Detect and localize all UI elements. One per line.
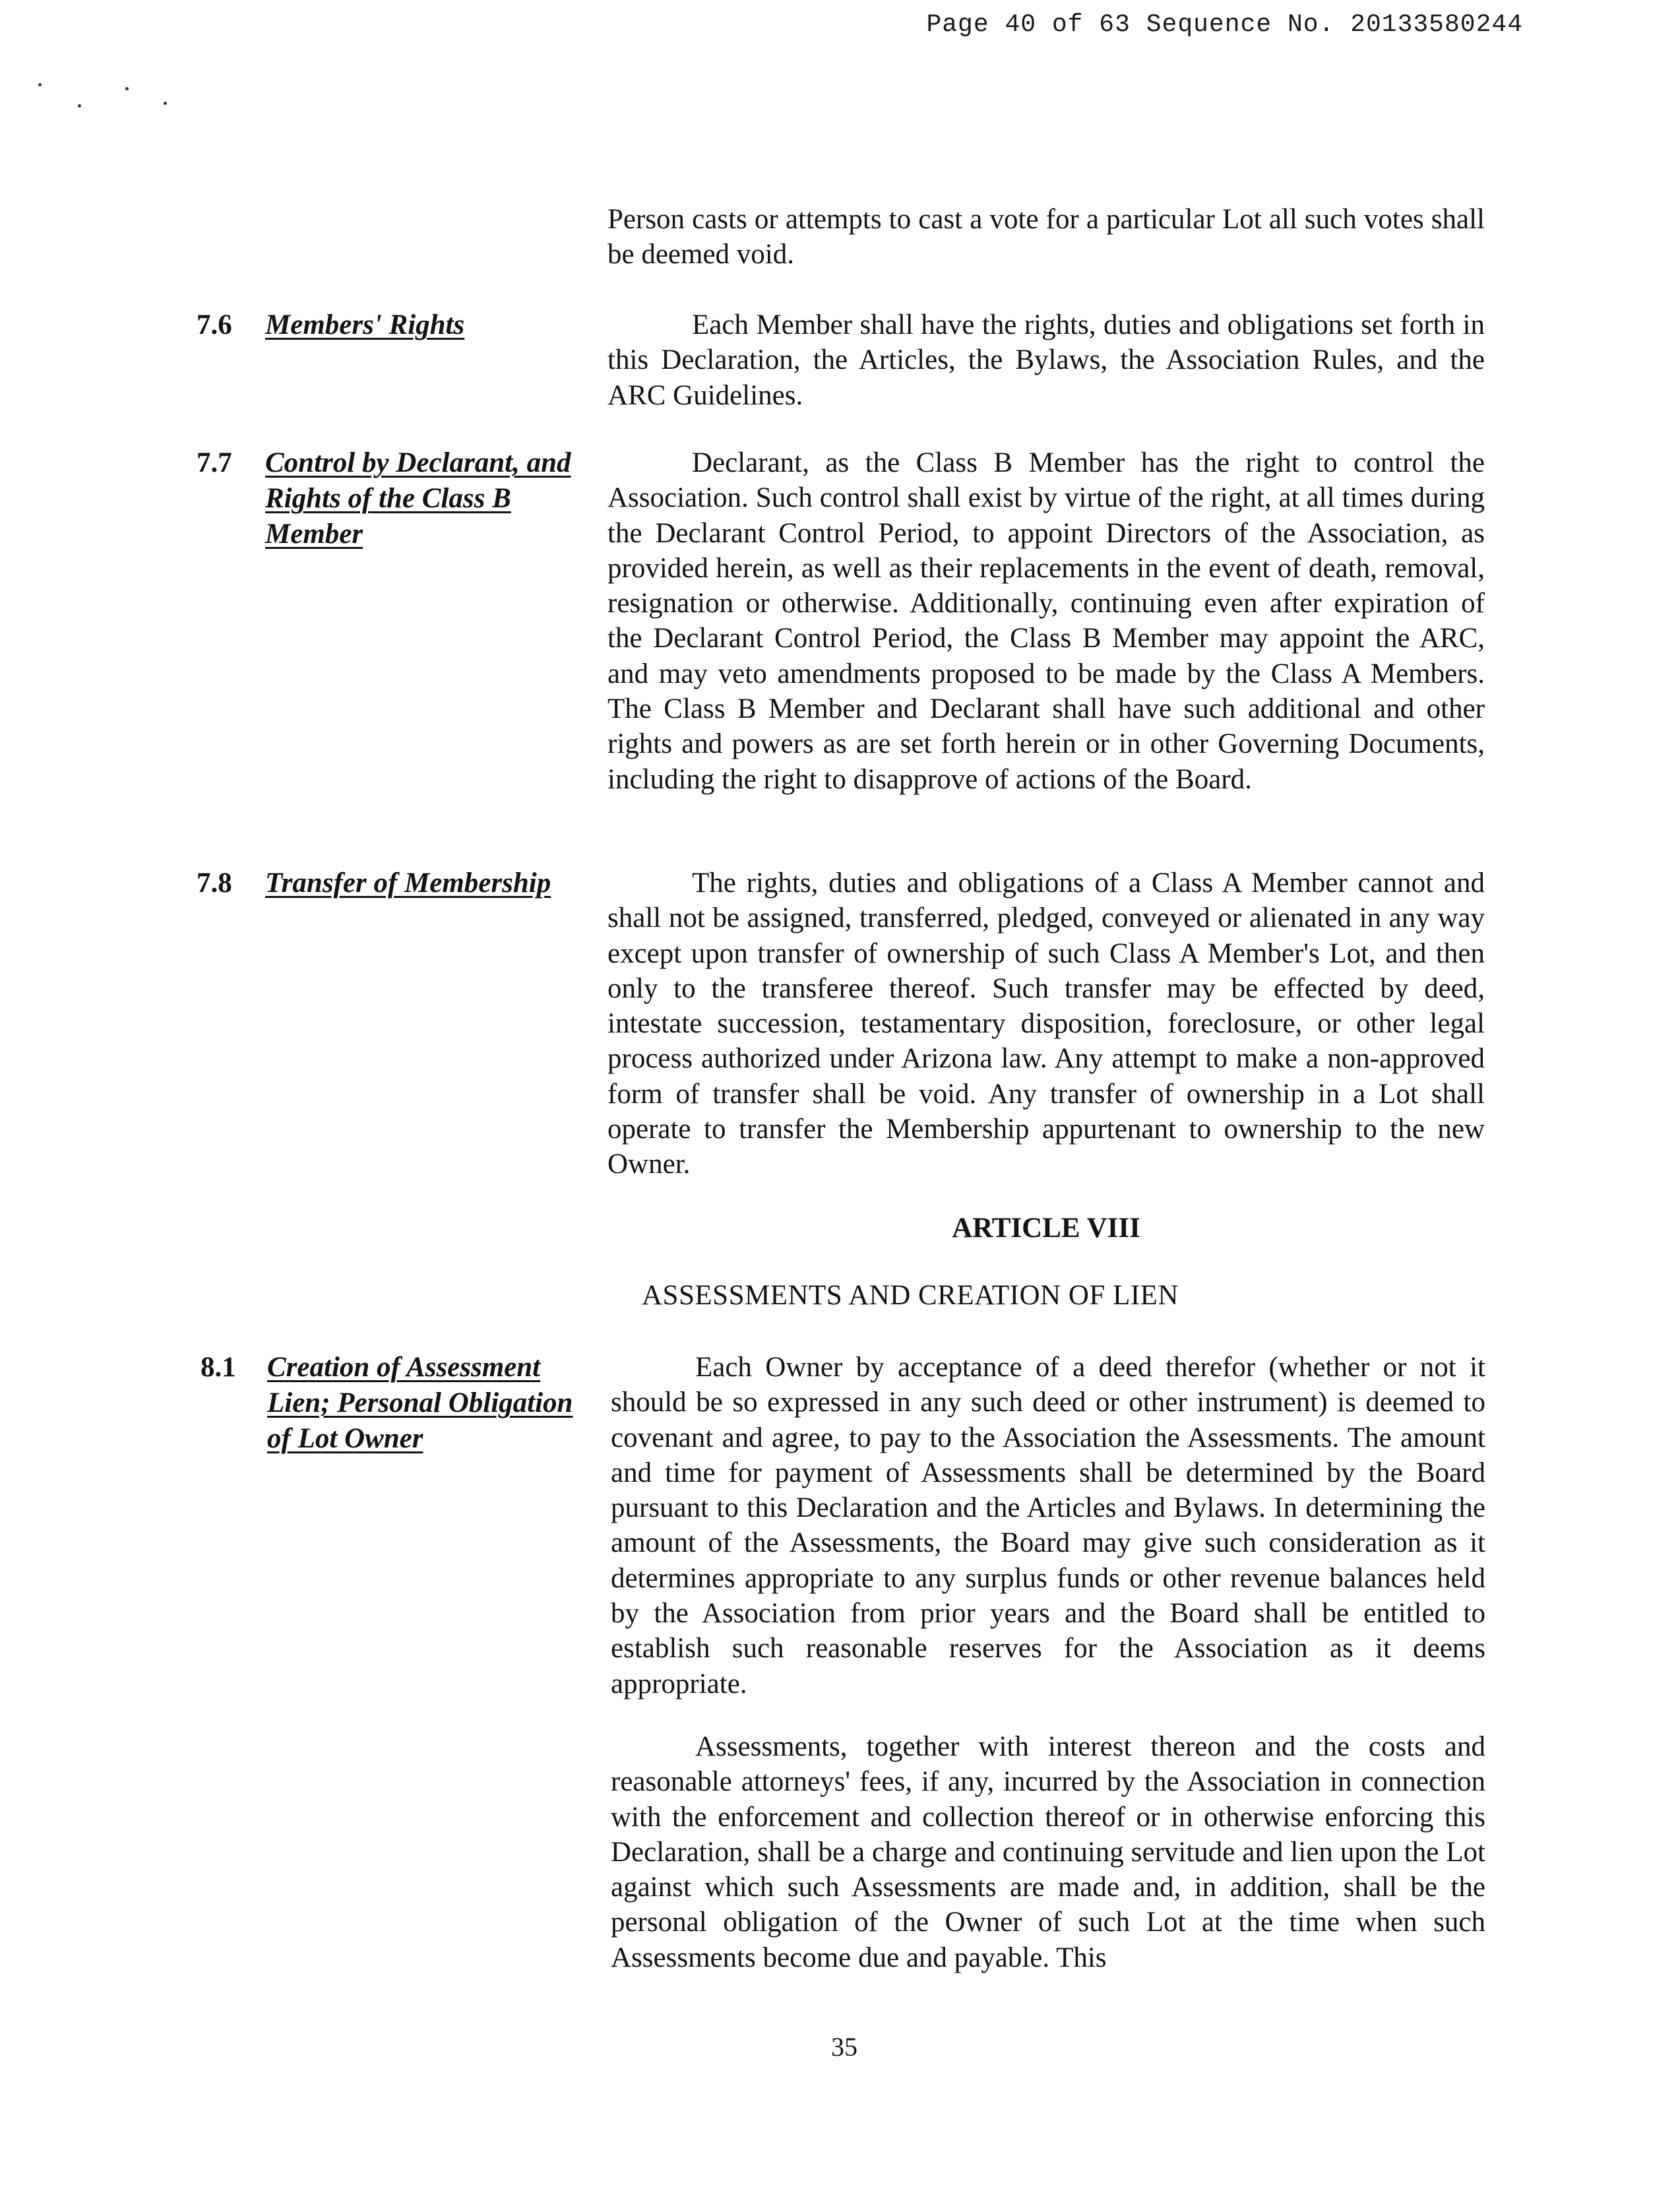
section-title: Creation of Assessment Lien; Personal Obligation of Lot Owner xyxy=(267,1352,573,1454)
article-subheading: ASSESSMENTS AND CREATION OF LIEN xyxy=(642,1280,1179,1311)
scan-specks xyxy=(32,79,183,119)
scan-speck xyxy=(164,102,167,105)
section-number: 7.7 xyxy=(197,447,232,478)
section-paragraph: Declarant, as the Class B Member has the right to control the Association. Such control shall exist by virtue of the right, at all times during the Declarant Control Period, to appoint Directors of the Association, as provided herein, as well as their replacements in the event of death, removal, resignation or otherwise. Additionally, continuing even after expiration of the Declarant Control Period, the Class B Member may appoint the ARC, and may veto amendments proposed to be made by the Class A Members. The Class B Member and Declarant shall have such additional and other rights and powers as are set forth herein or in other Governing Documents, including the right to disapprove of actions of the Board. xyxy=(607,447,1485,795)
section-title: Control by Declarant, and Rights of the Class B Member xyxy=(265,447,571,550)
scan-speck xyxy=(78,104,81,108)
section-number: 7.6 xyxy=(197,309,232,340)
section-paragraph: Assessments, together with interest thereon and the costs and reasonable attorneys' fees, if any, incurred by the Association in connection with the enforcement and collection thereof or in otherwise enforcing this Declaration, shall be a charge and continuing servitude and lien upon the Lot against which such Assessments are made and, in addition, shall be the personal obligation of the Owner of such Lot at the time when such Assessments become due and payable. This xyxy=(611,1731,1485,1973)
section-number: 8.1 xyxy=(201,1352,236,1383)
scan-speck xyxy=(38,83,42,86)
continuation-paragraph: Person casts or attempts to cast a vote for a particular Lot all such votes shall be deemed void. xyxy=(607,204,1485,270)
section-title: Transfer of Membership xyxy=(265,868,551,899)
article-heading: ARTICLE VIII xyxy=(952,1213,1140,1244)
page-sequence-header: Page 40 of 63 Sequence No. 20133580244 xyxy=(926,11,1523,39)
page-number: 35 xyxy=(831,2032,857,2062)
scan-speck xyxy=(125,87,129,90)
section-paragraph: Each Owner by acceptance of a deed therefor (whether or not it should be so expressed in any such deed or other instrument) is deemed to covenant and agree, to pay to the Association the Assessments. The amount and time for payment of Assessments shall be determined by the Board pursuant to this Declaration and the Articles and Bylaws. In determining the amount of the Assessments, the Board may give such consideration as it determines appropriate to any surplus funds or other revenue balances held by the Association from prior years and the Board shall be entitled to establish such reasonable reserves for the Association as it deems appropriate. xyxy=(611,1352,1485,1699)
section-title: Members' Rights xyxy=(265,309,465,340)
section-paragraph: The rights, duties and obligations of a Class A Member cannot and shall not be assigned, transferred, pledged, conveyed or alienated in any way except upon transfer of ownership of such Class A Member's Lot, and then only to the transferee thereof. Such transfer may be effected by deed, intestate succession, testamentary disposition, foreclosure, or other legal process authorized under Arizona law. Any attempt to make a non-approved form of transfer shall be void. Any transfer of ownership in a Lot shall operate to transfer the Membership appurtenant to ownership to the new Owner. xyxy=(607,868,1485,1180)
section-paragraph: Each Member shall have the rights, duties and obligations set forth in this Declaration, the Articles, the Bylaws, the Association Rules, and the ARC Guidelines. xyxy=(607,309,1485,411)
section-number: 7.8 xyxy=(197,868,232,899)
